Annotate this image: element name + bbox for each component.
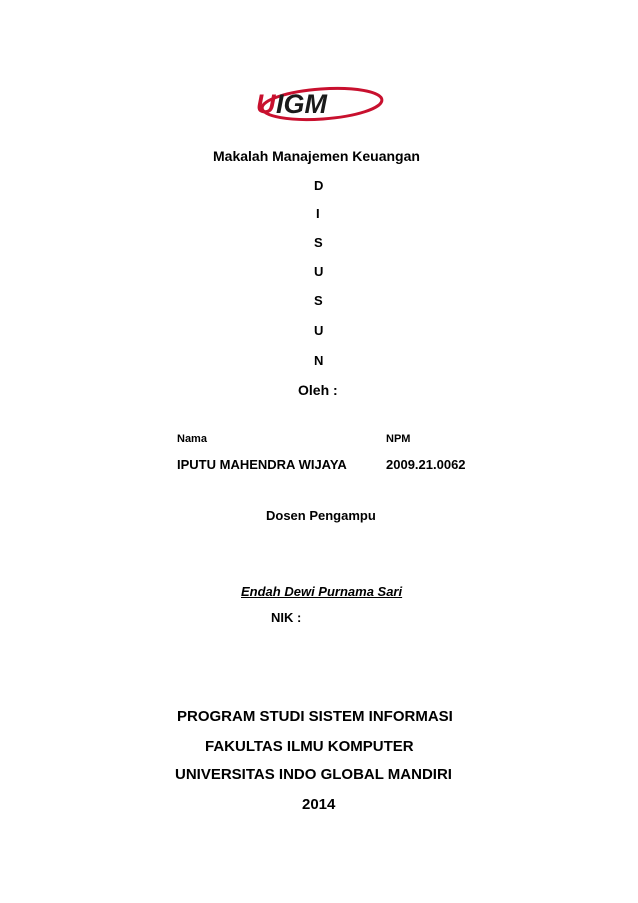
program-name: PROGRAM STUDI SISTEM INFORMASI — [177, 708, 453, 725]
vertical-letter-d: D — [314, 178, 324, 193]
faculty-name: FAKULTAS ILMU KOMPUTER — [205, 738, 414, 755]
document-title: Makalah Manajemen Keuangan — [213, 148, 420, 164]
author-npm: 2009.21.0062 — [386, 457, 466, 472]
by-label: Oleh : — [298, 382, 338, 398]
uigm-logo — [252, 85, 386, 123]
lecturer-label: Dosen Pengampu — [266, 508, 376, 523]
logo-text-ui: U — [256, 89, 276, 119]
author-name: IPUTU MAHENDRA WIJAYA — [177, 457, 347, 472]
vertical-letter-u: U — [314, 264, 324, 279]
name-header: Nama — [177, 433, 207, 445]
vertical-letter-i: I — [316, 206, 320, 221]
lecturer-name: Endah Dewi Purnama Sari — [241, 584, 403, 599]
nik-label: NIK : — [271, 610, 302, 625]
year: 2014 — [302, 796, 336, 813]
vertical-letter-s2: S — [314, 293, 323, 308]
npm-header: NPM — [386, 433, 411, 445]
vertical-letter-u2: U — [314, 323, 324, 338]
vertical-letter-s: S — [314, 235, 323, 250]
logo-text-igm: IGM — [276, 89, 327, 119]
university-name: UNIVERSITAS INDO GLOBAL MANDIRI — [175, 766, 452, 783]
vertical-letter-n: N — [314, 353, 324, 368]
